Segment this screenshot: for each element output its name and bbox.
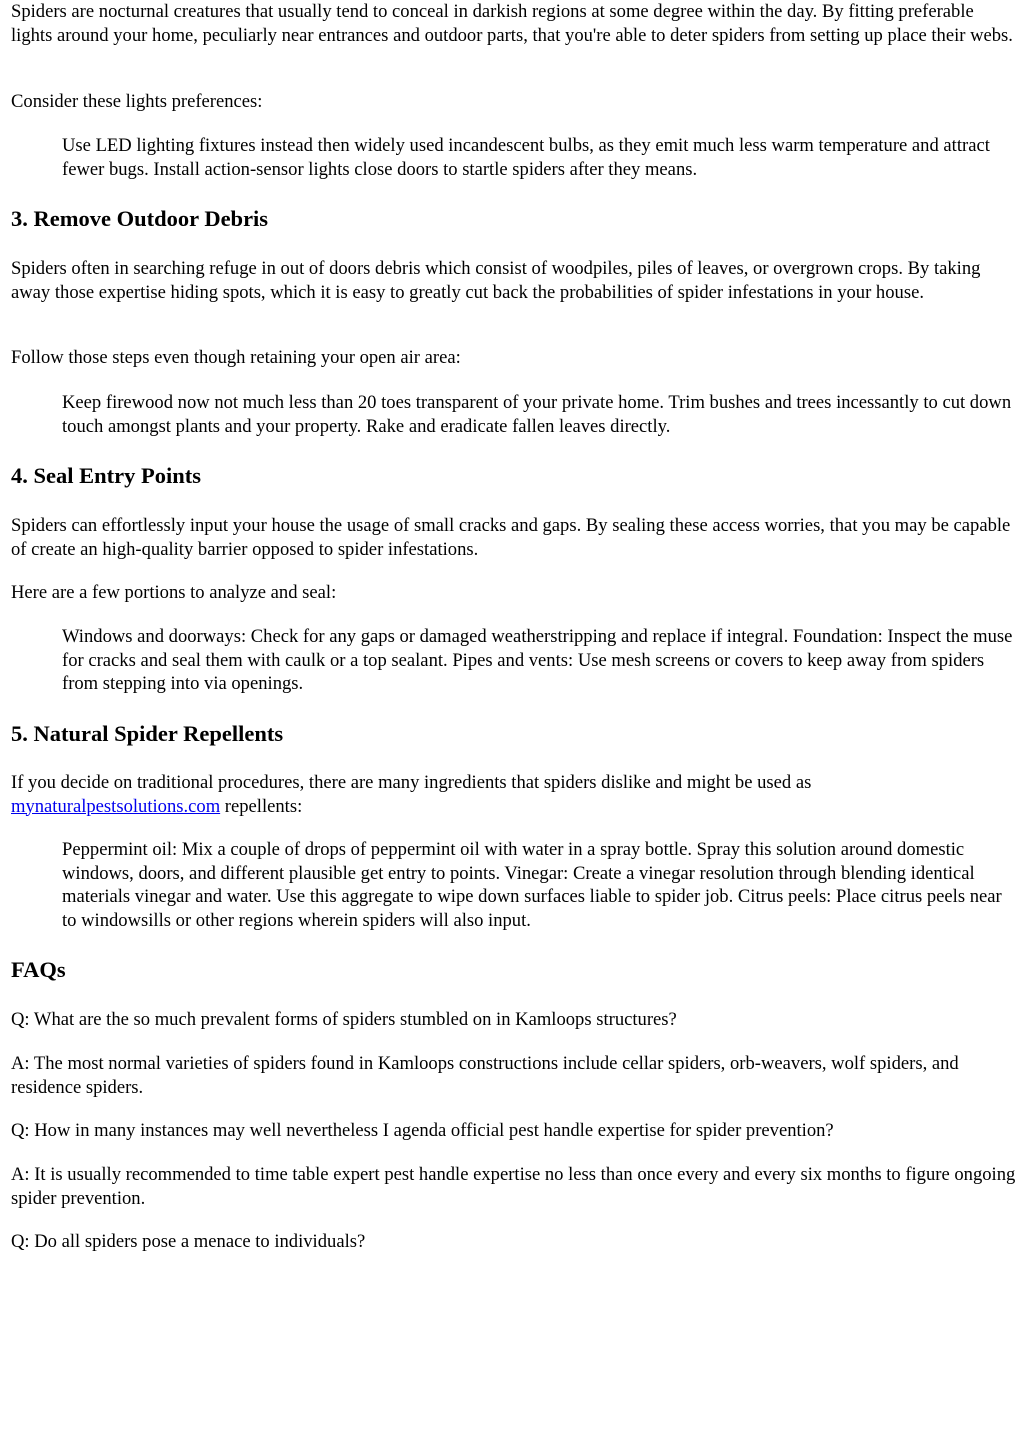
faq-question-3: Q: Do all spiders pose a menace to individuals? <box>11 1231 366 1252</box>
repellents-text-after: repellents: <box>220 795 303 817</box>
faqs-heading: FAQs <box>11 957 66 982</box>
debris-blockquote: Keep firewood now not much less than 20 toes transparent of your private home. Trim bushes and trees incessantly to cut down touch amongst plants and your property. Rake and eradicate fallen leaves directly. <box>62 392 1012 437</box>
repellents-paragraph <box>11 771 1017 818</box>
seal-blockquote: Windows and doorways: Check for any gaps or damaged weatherstripping and replace if integral. Foundation: Inspect the muse for cracks and seal them with caulk or a top sealant. Pipes and vents: Use mesh screens or covers to keep away from spiders from stepping into via openings. <box>62 626 1013 694</box>
lights-blockquote: Use LED lighting fixtures instead then widely used incandescent bulbs, as they emit much less warm temperature and attract fewer bugs. Install action-sensor lights close doors to startle spiders after they means. <box>62 135 990 180</box>
seal-portions-paragraph: Here are a few portions to analyze and seal: <box>11 582 337 603</box>
faq-answer-1: A: The most normal varieties of spiders found in Kamloops constructions include cellar spiders, orb-weavers, wolf spiders, and residence spiders. <box>11 1053 959 1098</box>
lights-preferences-paragraph: Consider these lights preferences: <box>11 91 263 112</box>
faq-answer-2: A: It is usually recommended to time table expert pest handle expertise no less than once every and every six months to figure ongoing spider prevention. <box>11 1164 1016 1209</box>
intro-paragraph: Spiders are nocturnal creatures that usually tend to conceal in darkish regions at some degree within the day. By fitting preferable lights around your home, peculiarly near entrances and outdoor parts, that you're able to deter spiders from setting up place their webs. <box>11 1 1013 46</box>
mynaturalpestsolutions-link[interactable]: mynaturalpestsolutions.com <box>11 795 221 817</box>
debris-paragraph: Spiders often in searching refuge in out of doors debris which consist of woodpiles, piles of leaves, or overgrown crops. By taking away those expertise hiding spots, which it is easy to greatly cut back the probabilities of spider infestations in your house. <box>11 258 981 303</box>
seal-paragraph: Spiders can effortlessly input your house the usage of small cracks and gaps. By sealing these access worries, that you may be capable of create an high-quality barrier opposed to spider infestations. <box>11 515 1011 560</box>
debris-steps-paragraph: Follow those steps even though retaining your open air area: <box>11 347 461 368</box>
section-heading-natural-repellents: 5. Natural Spider Repellents <box>11 721 284 746</box>
repellents-text-before: If you decide on traditional procedures, there are many ingredients that spiders dislike and might be used as <box>11 772 812 793</box>
faq-question-1: Q: What are the so much prevalent forms of spiders stumbled on in Kamloops structures? <box>11 1009 677 1030</box>
section-heading-seal-entry: 4. Seal Entry Points <box>11 463 202 488</box>
faq-question-2: Q: How in many instances may well nevertheless I agenda official pest handle expertise for spider prevention? <box>11 1120 834 1141</box>
repellents-blockquote: Peppermint oil: Mix a couple of drops of peppermint oil with water in a spray bottle. Spray this solution around domestic windows, doors, and different plausible get entry to points. Vinegar: Create a vinegar resolution through blending identical materials vinegar and water. Use this aggregate to wipe down surfaces liable to spider job. Citrus peels: Place citrus peels near to windowsills or other regions wherein spiders will also input. <box>62 839 1002 931</box>
section-heading-remove-debris: 3. Remove Outdoor Debris <box>11 206 269 231</box>
